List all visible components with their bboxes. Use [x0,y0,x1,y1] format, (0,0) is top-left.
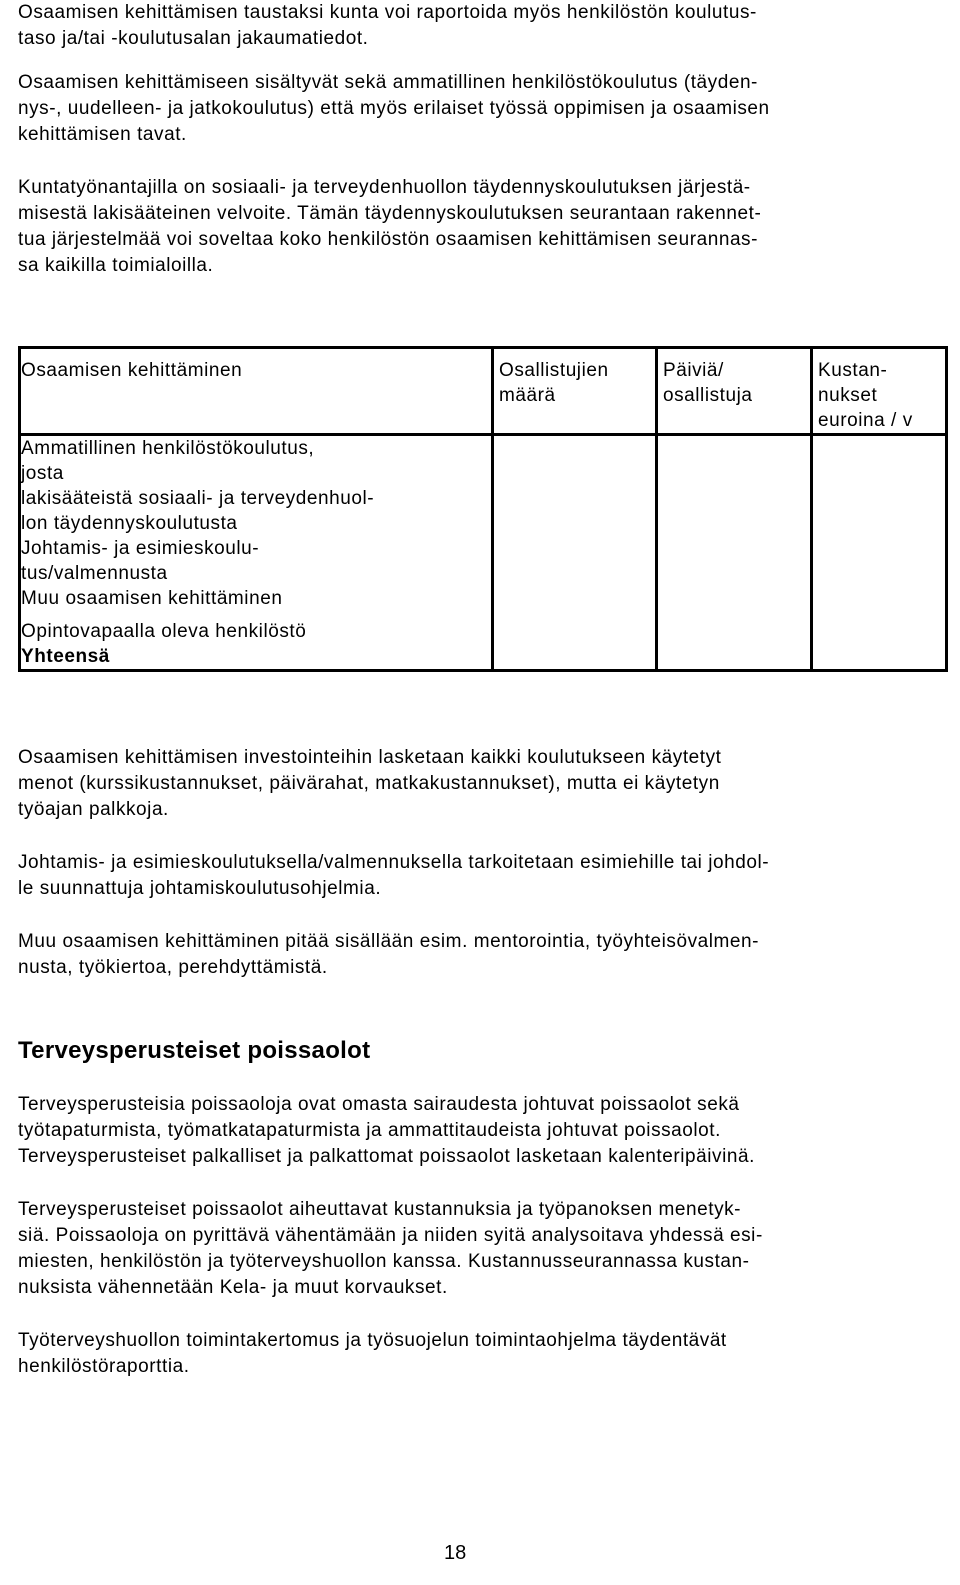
section-p2-line2: siä. Poissaoloja on pyrittävä vähentämään ja niiden syitä analysoitava yhdessä esi- [18,1225,763,1246]
notes-p3-line1: Muu osaamisen kehittäminen pitää sisällään esim. mentorointia, työyhteisövalmen- [18,931,760,952]
notes-p2-line1: Johtamis- ja esimieskoulutuksella/valmennuksella tarkoitetaan esimiehille tai johdol- [18,852,770,873]
notes-p1-line1: Osaamisen kehittämisen investointeihin lasketaan kaikki koulutukseen käytetyt [18,747,722,768]
row-label: lon täydennyskoulutusta [21,513,238,534]
section-p2-line1: Terveysperusteiset poissaolot aiheuttavat kustannuksia ja työpanoksen menetyk- [18,1199,742,1220]
table-header-row [20,348,947,435]
section-p1-line3: Terveysperusteiset palkalliset ja palkattomat poissaolot lasketaan kalenteripäivinä. [18,1146,755,1167]
page-number: 18 [444,1542,467,1564]
row-label-total: Yhteensä [21,646,110,667]
header-label: Osaamisen kehittäminen [21,360,243,381]
section-p3-line2: henkilöstöraporttia. [18,1356,190,1377]
intro-p1-line2: taso ja/tai -koulutusalan jakaumatiedot. [18,28,369,49]
section-heading: Terveysperusteiset poissaolot [18,1037,371,1064]
participants-cell [493,435,657,671]
section-p2-line3: miesten, henkilöstön ja työterveyshuollon kanssa. Kustannusseurannassa kustan- [18,1251,750,1272]
section-p2-line4: nuksista vähennetään Kela- ja muut korvaukset. [18,1277,448,1298]
costs-cell [812,435,947,671]
row-label: Ammatillinen henkilöstökoulutus, [21,438,315,459]
row-labels-cell [20,435,493,671]
row-label: lakisääteistä sosiaali- ja terveydenhuol- [21,488,375,509]
section-p1-line1: Terveysperusteisia poissaoloja ovat omasta sairaudesta johtuvat poissaolot sekä [18,1094,740,1115]
header-label: Kustan- [818,360,888,381]
notes-p1-line2: menot (kurssikustannukset, päivärahat, matkakustannukset), mutta ei käytetyn [18,773,720,794]
header-label: nukset [818,385,878,406]
row-label: tus/valmennusta [21,563,168,584]
notes-p2-line2: le suunnattuja johtamiskoulutusohjelmia. [18,878,382,899]
header-label: euroina / v [818,410,913,431]
header-label: osallistuja [663,385,753,406]
table-body-row [20,435,947,671]
intro-p2-line1: Osaamisen kehittämiseen sisältyvät sekä ammatillinen henkilöstökoulutus (täyden- [18,72,758,93]
intro-p3-line3: tua järjestelmää voi soveltaa koko henkilöstön osaamisen kehittämisen seurannas- [18,229,758,250]
header-cell-osaamisen-kehittaminen [20,348,493,435]
header-label: Osallistujien [499,360,609,381]
intro-p1-line1: Osaamisen kehittämisen taustaksi kunta voi raportoida myös henkilöstön koulutus- [18,2,757,23]
intro-p3-line4: sa kaikilla toimialoilla. [18,255,214,276]
row-label: Muu osaamisen kehittäminen [21,588,283,609]
header-cell-osallistujien-maara [493,348,657,435]
intro-p3-line2: misestä lakisääteinen velvoite. Tämän täydennyskoulutuksen seurantaan rakennet- [18,203,762,224]
header-cell-kustannukset [812,348,947,435]
header-cell-paivia-osallistuja [657,348,812,435]
intro-p2-line2: nys-, uudelleen- ja jatkokoulutus) että myös erilaiset työssä oppimisen ja osaamisen [18,98,770,119]
competence-development-table [18,346,948,672]
intro-p3-line1: Kuntatyönantajilla on sosiaali- ja terveydenhuollon täydennyskoulutuksen järjestä- [18,177,751,198]
days-per-participant-cell [657,435,812,671]
row-label: Opintovapaalla oleva henkilöstö [21,621,307,642]
intro-p2-line3: kehittämisen tavat. [18,124,187,145]
section-p3-line1: Työterveyshuollon toimintakertomus ja työsuojelun toimintaohjelma täydentävät [18,1330,727,1351]
notes-p3-line2: nusta, työkiertoa, perehdyttämistä. [18,957,328,978]
row-gap [21,611,491,619]
row-label: Johtamis- ja esimieskoulu- [21,538,260,559]
section-p1-line2: työtapaturmista, työmatkatapaturmista ja ammattitaudeista johtuvat poissaolot. [18,1120,721,1141]
row-label: josta [21,463,64,484]
header-label: määrä [499,385,556,406]
header-label: Päiviä/ [663,360,724,381]
notes-p1-line3: työajan palkkoja. [18,799,169,820]
